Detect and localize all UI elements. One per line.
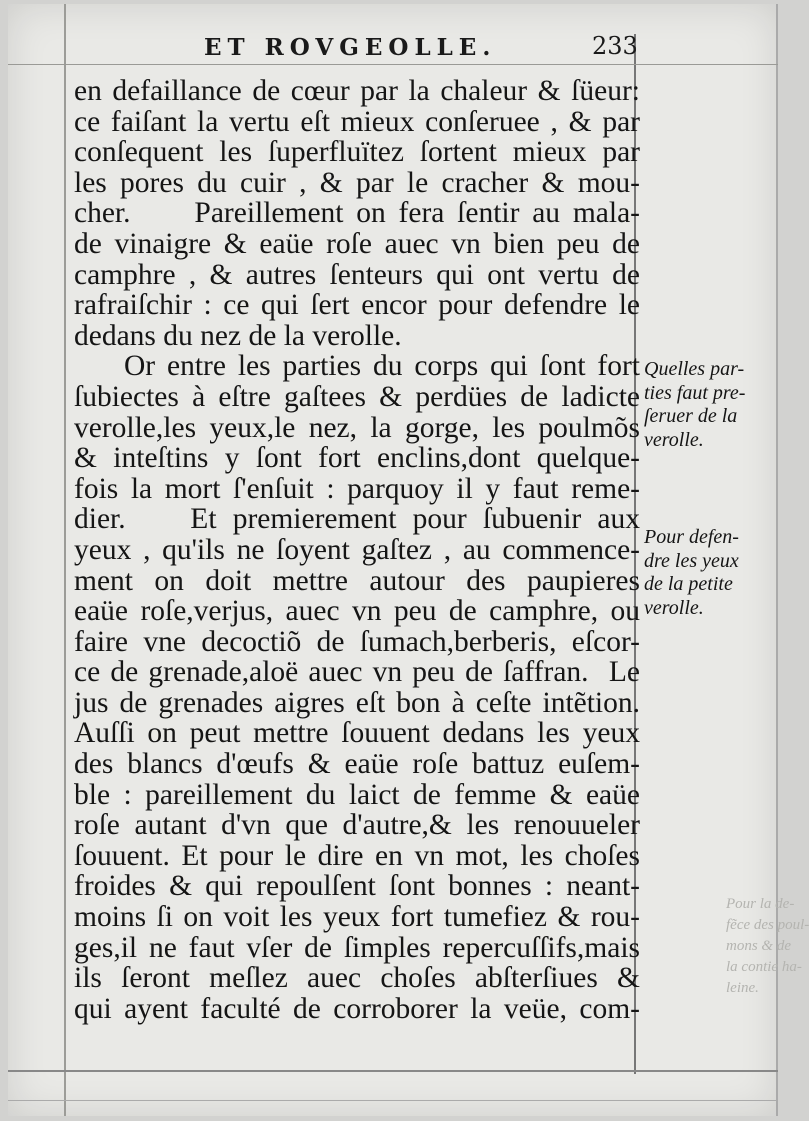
margin-note-line: dre les yeux <box>644 549 739 572</box>
text-line: ce faiſant la vertu eſt mieux conſeruee , & par <box>74 105 640 138</box>
text-line: des blancs d'œufs & eaüe roſe battuz euſem- <box>74 748 640 781</box>
paragraph-start-line: Or entre les parties du corps qui ſont fort <box>124 350 640 383</box>
margin-note-line: verolle. <box>644 596 704 619</box>
text-line: ils ſeront meſlez auec choſes abſterſiues & <box>74 962 640 995</box>
margin-note-line: verolle. <box>644 428 704 451</box>
text-line: Auſſi on peut mettre ſouuent dedans les yeux <box>74 717 640 750</box>
text-line: en defaillance de cœur par la chaleur & ſüeur: <box>74 75 640 107</box>
bleed-through-line: leine. <box>726 980 759 996</box>
text-line: rafraiſchir : ce qui ſert encor pour defendre le <box>74 289 640 322</box>
text-line: ment on doit mettre autour des paupieres <box>74 564 640 597</box>
bleed-through-line: la contie ha- <box>726 959 802 975</box>
header-rule <box>8 64 778 65</box>
text-line: & inteſtins y ſont fort enclins,dont quelque- <box>74 442 640 475</box>
bleed-through-line: mons & de <box>726 938 791 954</box>
text-line: qui ayent faculté de corroborer la veüe, com- <box>74 992 640 1025</box>
margin-note <box>644 526 776 620</box>
text-line: ſouuent. Et pour le dire en vn mot, les choſes <box>74 839 640 872</box>
text-line: dedans du nez de la verolle. <box>74 319 402 352</box>
text-line: fois la mort ſ'enſuit : parquoy il y faut reme- <box>74 472 640 505</box>
text-line: conſequent les ſuperfluïtez ſortent mieux par <box>74 136 640 169</box>
margin-note-line: ties faut pre- <box>644 381 746 404</box>
footer-rule <box>8 1070 778 1072</box>
text-line: faire vne decoctiõ de ſumach,berberis, eſcor- <box>74 625 640 658</box>
text-line: de vinaigre & eaüe roſe auec vn bien peu de <box>74 227 640 260</box>
text-line: jus de grenades aigres eſt bon à ceſte intẽtion. <box>74 686 640 719</box>
bottom-rule <box>8 1100 778 1101</box>
bleed-through-note <box>726 894 809 999</box>
text-line: roſe autant d'vn que d'autre,& les renouueler <box>74 809 640 842</box>
text-line: ble : pareillement du laict de femme & eaüe <box>74 778 640 811</box>
margin-note-line: Pour defen- <box>644 526 739 548</box>
text-line: ce de grenade,aloë auec vn peu de ſaffran. Le <box>74 656 640 689</box>
text-line: eaüe roſe,verjus, auec vn peu de camphre, ou <box>74 595 640 628</box>
text-line: ges,il ne faut vſer de ſimples repercuſſifs,mais <box>74 931 640 964</box>
margin-note-line: ſeruer de la <box>644 405 738 428</box>
text-line: verolle,les yeux,le nez, la gorge, les poulmõs <box>74 411 640 444</box>
text-line: ſubiectes à eſtre gaſtees & perdües de ladicte <box>74 380 640 413</box>
text-line: camphre , & autres ſenteurs qui ont vertu de <box>74 258 640 291</box>
text-line: yeux , qu'ils ne ſoyent gaſtez , au commence- <box>74 533 640 566</box>
text-line: dier. Et premierement pour ſubuenir aux <box>74 503 640 536</box>
page-number: 233 <box>592 32 638 60</box>
left-margin-rule <box>64 4 66 1116</box>
text-line: froides & qui repoulſent ſont bonnes : neant- <box>74 870 640 903</box>
body-text <box>74 76 640 1024</box>
bleed-through-line: Pour la de- <box>726 896 795 912</box>
running-header: ET ROVGEOLLE. <box>204 34 497 61</box>
margin-note-line: de la petite <box>644 573 733 596</box>
text-line: les pores du cuir , & par le cracher & mou- <box>74 166 640 199</box>
margin-note <box>644 358 776 452</box>
text-line: moins ſi on voit les yeux fort tumefiez & rou- <box>74 901 640 934</box>
book-page <box>8 4 809 1116</box>
bleed-through-line: fẽce des poul- <box>726 917 809 933</box>
text-line: cher. Pareillement on fera ſentir au mala- <box>74 197 640 230</box>
margin-note-line: Quelles par- <box>644 358 745 380</box>
